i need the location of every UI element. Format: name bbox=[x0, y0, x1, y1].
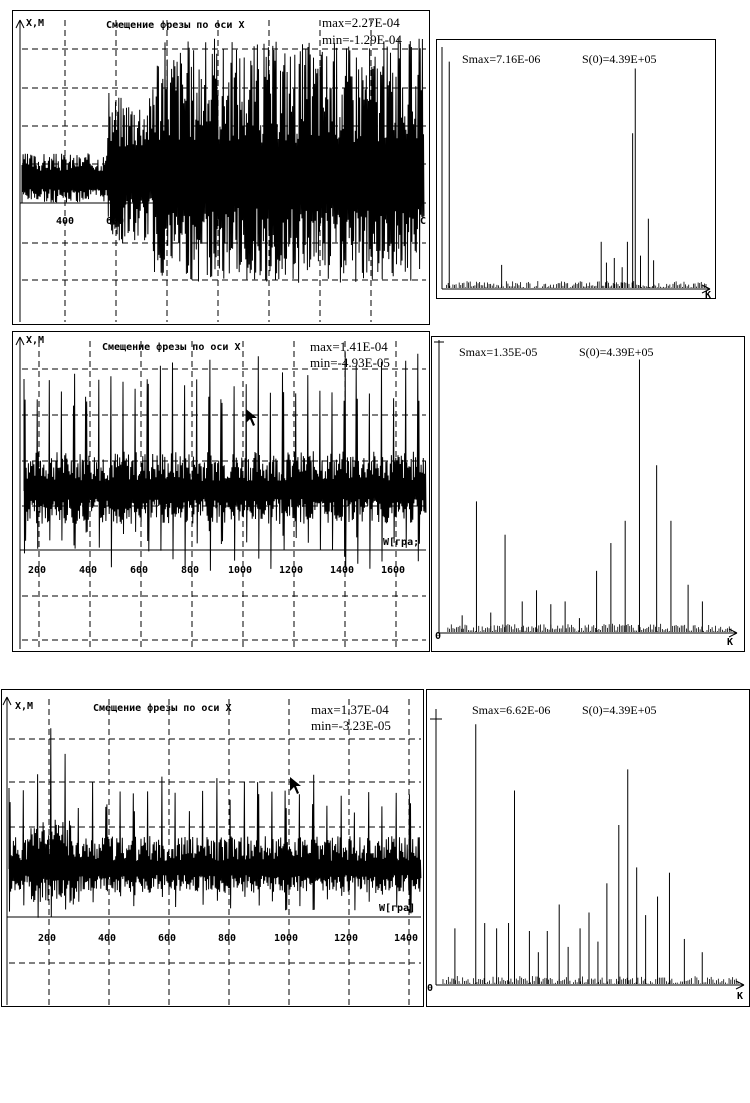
smax-label: Smax=7.16E-06 bbox=[462, 52, 541, 66]
x-tick-label: 1400 bbox=[394, 933, 419, 944]
chart-title: Смещение фрезы по оси X bbox=[102, 342, 241, 353]
x-axis-label: W[гра; bbox=[383, 537, 420, 548]
x-tick-label: 200 bbox=[28, 565, 47, 576]
chart-title: Смещение фрезы по оси X bbox=[93, 703, 232, 714]
x-tick-label: 200 bbox=[38, 933, 57, 944]
x-tick-label: 400 bbox=[56, 216, 75, 227]
time-plot-3 bbox=[1, 689, 424, 1007]
plot-frame bbox=[427, 690, 750, 1007]
x-tick-label: 800 bbox=[218, 933, 237, 944]
x-tick-label: 800 bbox=[181, 565, 200, 576]
spectrum-plot-2 bbox=[431, 336, 745, 652]
x-axis-label: W[гра] bbox=[379, 903, 416, 914]
chart-title: Смещение фрезы по оси X bbox=[106, 20, 245, 31]
x-tick-label: 400 bbox=[98, 933, 117, 944]
time-plot-2 bbox=[12, 331, 430, 652]
x-tick-label: 1000 bbox=[274, 933, 299, 944]
smax-label: Smax=1.35E-05 bbox=[459, 345, 538, 359]
s0-label: S(0)=4.39E+05 bbox=[582, 703, 657, 717]
x-axis-label: K bbox=[705, 290, 712, 299]
origin-label: 0 bbox=[435, 631, 442, 642]
x-tick-label: 600 bbox=[106, 216, 125, 227]
plot-frame bbox=[437, 40, 716, 299]
x-tick-label: C bbox=[420, 216, 427, 227]
s0-label: S(0)=4.39E+05 bbox=[582, 52, 657, 66]
min-label: min=-4.93E-05 bbox=[310, 355, 390, 370]
max-label: max=1.37E-04 bbox=[311, 702, 389, 717]
x-axis-label: K bbox=[737, 991, 744, 1002]
time-plot-1 bbox=[12, 10, 430, 325]
min-label: min=-1.29E-04 bbox=[322, 32, 402, 47]
x-tick-label: 400 bbox=[79, 565, 98, 576]
s0-label: S(0)=4.39E+05 bbox=[579, 345, 654, 359]
x-tick-label: 1600 bbox=[381, 565, 406, 576]
x-axis-label: K bbox=[727, 637, 734, 648]
x-tick-label: 1200 bbox=[334, 933, 359, 944]
y-axis-label: X,M bbox=[26, 18, 45, 29]
max-label: max=1.41E-04 bbox=[310, 339, 388, 354]
max-label: max=2.27E-04 bbox=[322, 15, 400, 30]
x-tick-label: 1200 bbox=[279, 565, 304, 576]
spectrum-plot-3 bbox=[426, 689, 750, 1007]
min-label: min=-3.23E-05 bbox=[311, 718, 391, 733]
x-tick-label: 600 bbox=[158, 933, 177, 944]
origin-label: 0 bbox=[427, 983, 434, 994]
spectrum-plot-1 bbox=[436, 39, 716, 299]
x-tick-label: 600 bbox=[130, 565, 149, 576]
plot-frame bbox=[432, 337, 745, 652]
x-tick-label: 1400 bbox=[330, 565, 355, 576]
y-axis-label: X,M bbox=[15, 701, 34, 712]
y-axis-label: X,M bbox=[26, 335, 45, 346]
x-tick-label: 1000 bbox=[228, 565, 253, 576]
smax-label: Smax=6.62E-06 bbox=[472, 703, 551, 717]
